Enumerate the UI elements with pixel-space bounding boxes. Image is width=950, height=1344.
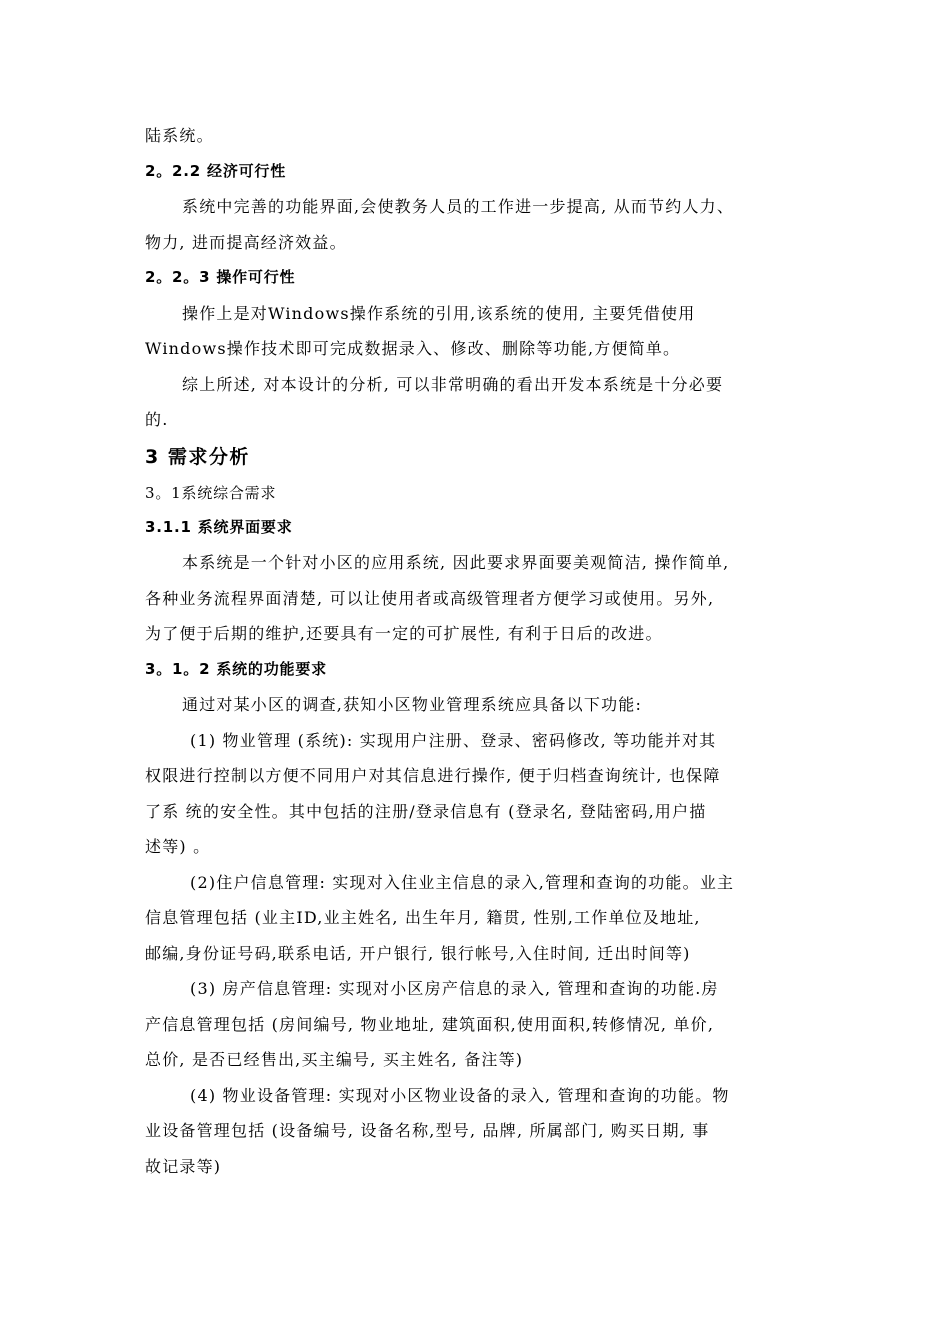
list-item-line: (1) 物业管理 (系统): 实现用户注册、登录、密码修改, 等功能并对其 bbox=[190, 730, 717, 750]
section-heading-3-1-1: 3.1.1 系统界面要求 bbox=[145, 517, 293, 536]
document-page bbox=[145, 118, 817, 1184]
paragraph-line: 本系统是一个针对小区的应用系统, 因此要求界面要美观简洁, 操作简单, bbox=[182, 553, 730, 572]
paragraph-line: 物力, 进而提高经济效益。 bbox=[145, 232, 347, 252]
list-item-line: 邮编,身份证号码,联系电话, 开户银行, 银行帐号,入住时间, 迁出时间等) bbox=[145, 943, 691, 963]
list-item-line: 业设备管理包括 (设备编号, 设备名称,型号, 品牌, 所属部门, 购买日期, 事 bbox=[145, 1121, 710, 1140]
list-item-line: 了系 统的安全性。其中包括的注册/登录信息有 (登录名, 登陆密码,用户描 bbox=[145, 801, 707, 821]
list-item-line: (2)住户信息管理: 实现对入住业主信息的录入,管理和查询的功能。业主 bbox=[190, 872, 735, 892]
list-item-line: 总价, 是否已经售出,买主编号, 买主姓名, 备注等) bbox=[145, 1050, 524, 1069]
list-item-line: 故记录等) bbox=[145, 1156, 222, 1176]
paragraph-line: 操作上是对Windows操作系统的引用,该系统的使用, 主要凭借使用 bbox=[182, 303, 696, 323]
paragraph-line: 系统中完善的功能界面,会使教务人员的工作进一步提高, 从而节约人力、 bbox=[182, 197, 735, 216]
list-item-line: 述等) 。 bbox=[145, 837, 211, 856]
paragraph-line: Windows操作技术即可完成数据录入、修改、删除等功能,方便简单。 bbox=[145, 339, 681, 358]
list-item-line: 权限进行控制以方便不同用户对其信息进行操作, 便于归档查询统计, 也保障 bbox=[145, 766, 721, 785]
list-item-line: (3) 房产信息管理: 实现对小区房产信息的录入, 管理和查询的功能.房 bbox=[190, 979, 719, 998]
paragraph-line: 的. bbox=[145, 410, 169, 429]
paragraph-line: 陆系统。 bbox=[145, 126, 214, 145]
paragraph-line: 综上所述, 对本设计的分析, 可以非常明确的看出开发本系统是十分必要 bbox=[182, 374, 724, 394]
paragraph-line: 通过对某小区的调查,获知小区物业管理系统应具备以下功能: bbox=[182, 695, 643, 714]
paragraph-line: 各种业务流程界面清楚, 可以让使用者或高级管理者方便学习或使用。另外, bbox=[145, 588, 715, 608]
section-heading-3-1: 3。1系统综合需求 bbox=[145, 483, 277, 502]
paragraph-line: 为了便于后期的维护,还要具有一定的可扩展性, 有利于日后的改进。 bbox=[145, 624, 663, 643]
list-item-line: 信息管理包括 (业主ID,业主姓名, 出生年月, 籍贯, 性别,工作单位及地址, bbox=[145, 908, 701, 927]
list-item-line: (4) 物业设备管理: 实现对小区物业设备的录入, 管理和查询的功能。物 bbox=[190, 1085, 730, 1105]
section-heading-2-2-2: 2。2.2 经济可行性 bbox=[145, 161, 287, 180]
section-heading-2-2-3: 2。2。3 操作可行性 bbox=[145, 268, 296, 286]
list-item-line: 产信息管理包括 (房间编号, 物业地址, 建筑面积,使用面积,转修情况, 单价, bbox=[145, 1014, 715, 1034]
chapter-heading-3: 3 需求分析 bbox=[145, 445, 250, 468]
section-heading-3-1-2: 3。1。2 系统的功能要求 bbox=[145, 659, 327, 678]
